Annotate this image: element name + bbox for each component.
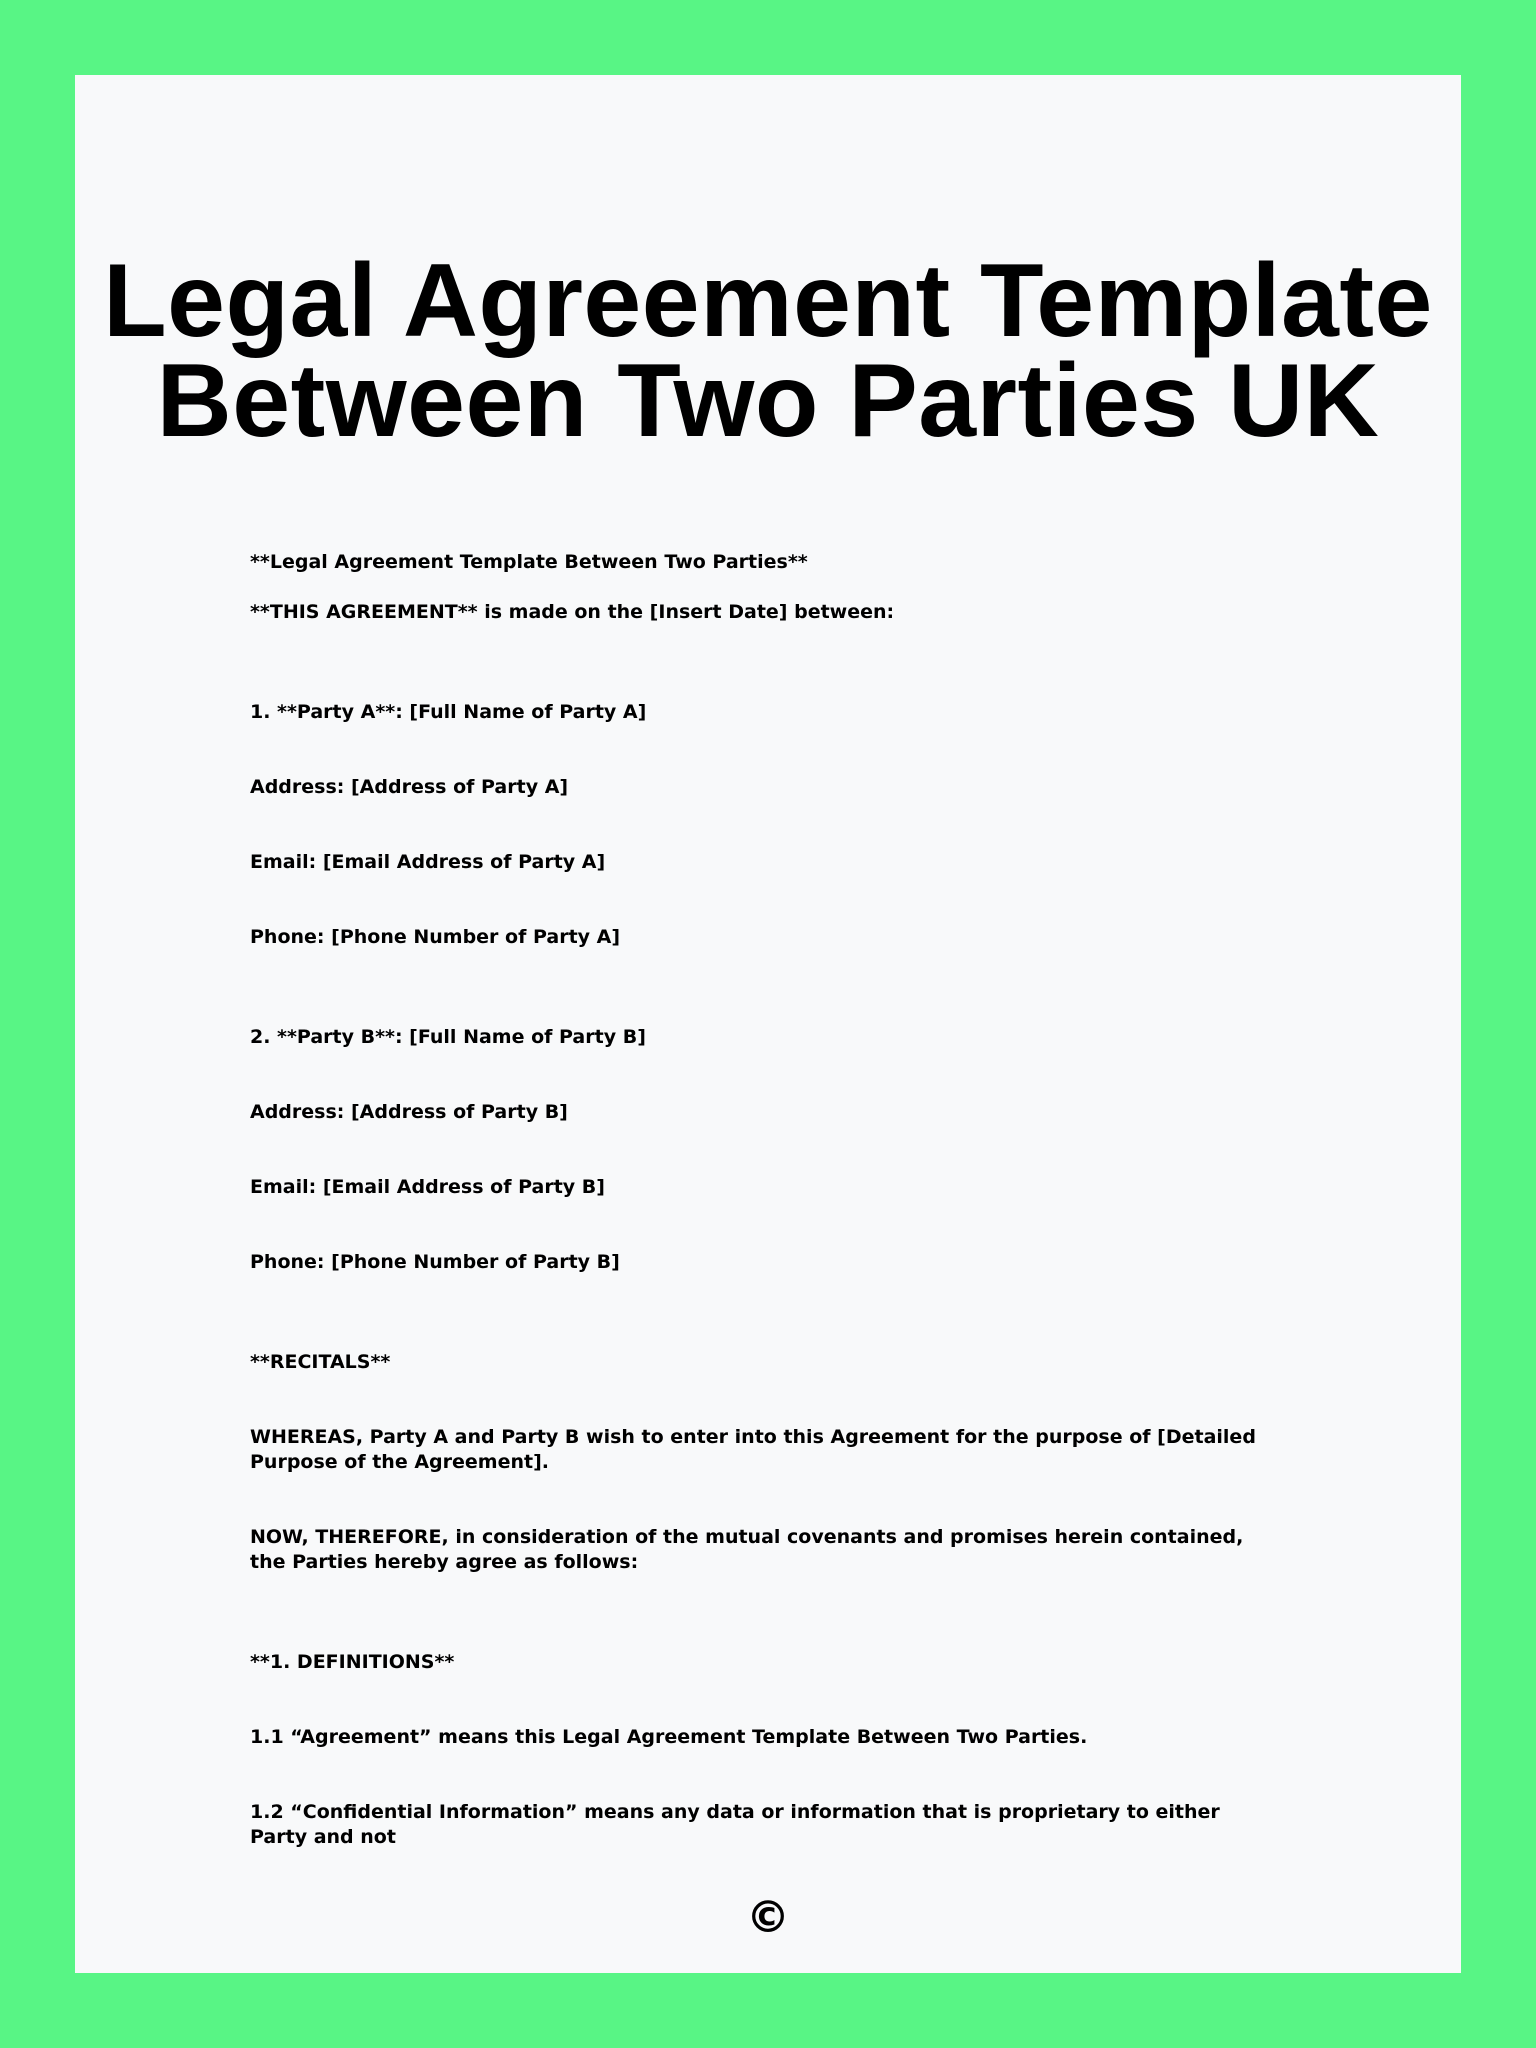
party-a-address: Address: [Address of Party A] (250, 776, 569, 798)
document-title (75, 243, 1461, 459)
party-b-phone: Phone: [Phone Number of Party B] (250, 1251, 620, 1273)
party-a-name: 1. **Party A**: [Full Name of Party A] (250, 701, 647, 723)
party-b-name: 2. **Party B**: [Full Name of Party B] (250, 1026, 646, 1048)
title-line-1: Legal Agreement Template (103, 243, 1433, 359)
party-b-address: Address: [Address of Party B] (250, 1101, 568, 1123)
whereas-paragraph: WHEREAS, Party A and Party B wish to enter into this Agreement for the purpose of [Detailed Purpose of the Agreement]. (250, 1426, 1256, 1473)
title-line-2: Between Two Parties UK (156, 343, 1380, 459)
party-a-email: Email: [Email Address of Party A] (250, 851, 606, 873)
now-therefore-paragraph: NOW, THEREFORE, in consideration of the mutual covenants and promises herein contained, the Parties hereby agree as follows: (250, 1526, 1244, 1573)
definition-1-2: 1.2 “Confidential Information” means any data or information that is proprietary to either Party and not (250, 1801, 1220, 1848)
agreement-intro: **THIS AGREEMENT** is made on the [Insert Date] between: (250, 601, 895, 623)
document-page (75, 75, 1461, 1973)
copyright-icon: © (746, 1892, 790, 1943)
agreement-heading: **Legal Agreement Template Between Two Parties** (250, 551, 808, 573)
definition-1-1: 1.1 “Agreement” means this Legal Agreement Template Between Two Parties. (250, 1726, 1088, 1748)
recitals-heading: **RECITALS** (250, 1351, 391, 1373)
party-b-email: Email: [Email Address of Party B] (250, 1176, 605, 1198)
party-a-phone: Phone: [Phone Number of Party A] (250, 926, 621, 948)
definitions-heading: **1. DEFINITIONS** (250, 1651, 455, 1673)
